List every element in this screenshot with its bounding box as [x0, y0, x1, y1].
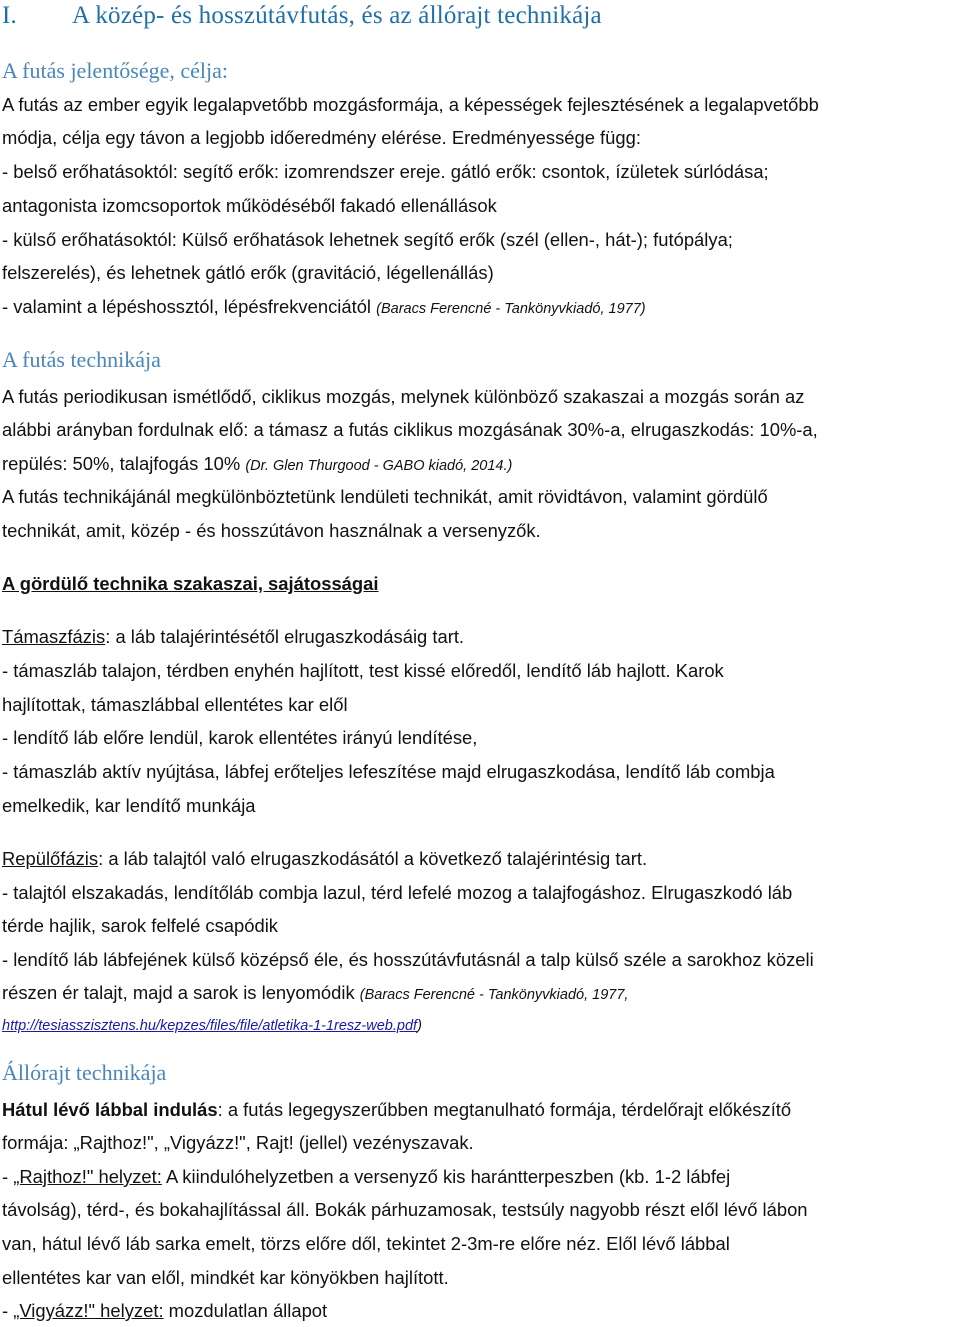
paragraph-line: ellentétes kar van elől, mindkét kar könyökben hajlított.: [2, 1267, 449, 1288]
section-heading-purpose: A futás jelentősége, célja:: [2, 58, 229, 83]
paragraph-line: térde hajlik, sarok felfelé csapódik: [2, 915, 279, 936]
document-title: [2, 2, 602, 30]
paragraph-line: - külső erőhatásoktól: Külső erőhatások lehetnek segítő erők (szél (ellen-, hát-); futópálya;: [2, 229, 733, 250]
paragraph-line: antagonista izomcsoportok működéséből fakadó ellenállások: [2, 195, 497, 216]
paragraph-line: van, hátul lévő láb sarka emelt, törzs előre dől, tekintet 2-3m-re előre néz. Elől lévő lábbal: [2, 1233, 730, 1254]
paragraph-line: formája: „Rajthoz!", „Vigyázz!", Rajt! (jellel) vezényszavak.: [2, 1132, 474, 1153]
subheading-rolling-technique: A gördülő technika szakaszai, sajátosságai: [2, 573, 379, 594]
paragraph-line: távolság), térd-, és bokahajlítással áll. Bokák párhuzamosak, testsúly nagyobb részt elől lévő lábon: [2, 1199, 808, 1220]
paragraph-line: - lendítő láb lábfejének külső középső éle, és hosszútávfutásnál a talp külső széle a sarokhoz közeli: [2, 949, 814, 970]
line-dash: -: [2, 1166, 14, 1187]
term-set-position: „Rajthoz!" helyzet:: [13, 1166, 162, 1187]
line-text: : a láb talajérintésétől elrugaszkodásáig tart.: [105, 626, 465, 647]
title-text: A közép- és hosszútávfutás, és az állórajt technikája: [72, 2, 602, 29]
line-text: : a futás legegyszerűbben megtanulható formája, térdelőrajt előkészítő: [217, 1099, 792, 1120]
paragraph-line: alábbi arányban fordulnak elő: a támasz a futás ciklikus mozgásának 30%-a, elrugaszkodás: 10%-a,: [2, 419, 818, 440]
paragraph-line: [2, 1294, 327, 1327]
citation: (Dr. Glen Thurgood - GABO kiadó, 2014.): [245, 458, 513, 474]
paragraph-line: [2, 1007, 422, 1043]
paragraph-line: A futás technikájánál megkülönböztetünk lendületi technikát, amit rövidtávon, valamint gördülő: [2, 486, 768, 507]
term-flight-phase: Repülőfázis: [2, 848, 99, 869]
term-ready-position: „Vigyázz!" helyzet:: [13, 1300, 164, 1321]
citation-close: ): [417, 1018, 422, 1034]
paragraph-line: [2, 620, 464, 653]
paragraph-line: A futás periodikusan ismétlődő, ciklikus mozgás, melynek különböző szakaszai a mozgás során az: [2, 386, 805, 407]
paragraph-line: [2, 1160, 730, 1193]
paragraph-line: [2, 1093, 791, 1126]
paragraph-line: A futás az ember egyik legalapvetőbb mozgásformája, a képességek fejlesztésének a legalapvetőbb: [2, 94, 819, 115]
line-dash: -: [2, 1300, 14, 1321]
line-text: : a láb talajtól való elrugaszkodásától a következő talajérintésig tart.: [98, 848, 648, 869]
citation: (Baracs Ferencné - Tankönyvkiadó, 1977,: [359, 987, 629, 1003]
paragraph-line: hajlítottak, támaszlábbal ellentétes kar elől: [2, 694, 348, 715]
section-heading-standing-start: Állórajt technikája: [2, 1060, 167, 1085]
bold-term: Hátul lévő lábbal indulás: [2, 1099, 218, 1120]
source-link[interactable]: http://tesiasszisztens.hu/kepzes/files/file/atletika-1-1resz-web.pdf: [2, 1018, 418, 1034]
line-text: repülés: 50%, talajfogás 10%: [2, 453, 246, 474]
citation: (Baracs Ferencné - Tankönyvkiadó, 1977): [376, 301, 646, 317]
paragraph-line: - támaszláb aktív nyújtása, lábfej erőteljes lefeszítése majd elrugaszkodása, lendítő láb combja: [2, 761, 775, 782]
paragraph-line: - lendítő láb előre lendül, karok ellentétes irányú lendítése,: [2, 727, 478, 748]
line-text: - valamint a lépéshossztól, lépésfrekvenciától: [2, 296, 377, 317]
paragraph-line: módja, célja egy távon a legjobb időeredmény elérése. Eredményessége függ:: [2, 127, 641, 148]
paragraph-line: - támaszláb talajon, térdben enyhén hajlított, test kissé előredől, lendítő láb hajlott. Karok: [2, 660, 724, 681]
term-stance-phase: Támaszfázis: [2, 626, 106, 647]
line-text: mozdulatlan állapot: [163, 1300, 328, 1321]
title-number: I.: [2, 2, 17, 29]
section-heading-technique: A futás technikája: [2, 347, 161, 372]
paragraph-line: - belső erőhatásoktól: segítő erők: izomrendszer ereje. gátló erők: csontok, ízületek súrlódása;: [2, 161, 769, 182]
paragraph-line: felszerelés), és lehetnek gátló erők (gravitáció, légellenállás): [2, 262, 494, 283]
paragraph-line: - talajtól elszakadás, lendítőláb combja lazul, térd lefelé mozog a talajfogáshoz. Elrugaszkodó láb: [2, 882, 793, 903]
line-text: részen ér talajt, majd a sarok is lenyomódik: [2, 982, 360, 1003]
line-text: A kiindulóhelyzetben a versenyző kis harántterpeszben (kb. 1-2 lábfej: [161, 1166, 731, 1187]
paragraph-line: emelkedik, kar lendítő munkája: [2, 795, 256, 816]
paragraph-line: [2, 842, 647, 875]
paragraph-line: [2, 290, 646, 326]
paragraph-line: technikát, amit, közép - és hosszútávon használnak a versenyzők.: [2, 520, 541, 541]
paragraph-line: [2, 447, 512, 483]
